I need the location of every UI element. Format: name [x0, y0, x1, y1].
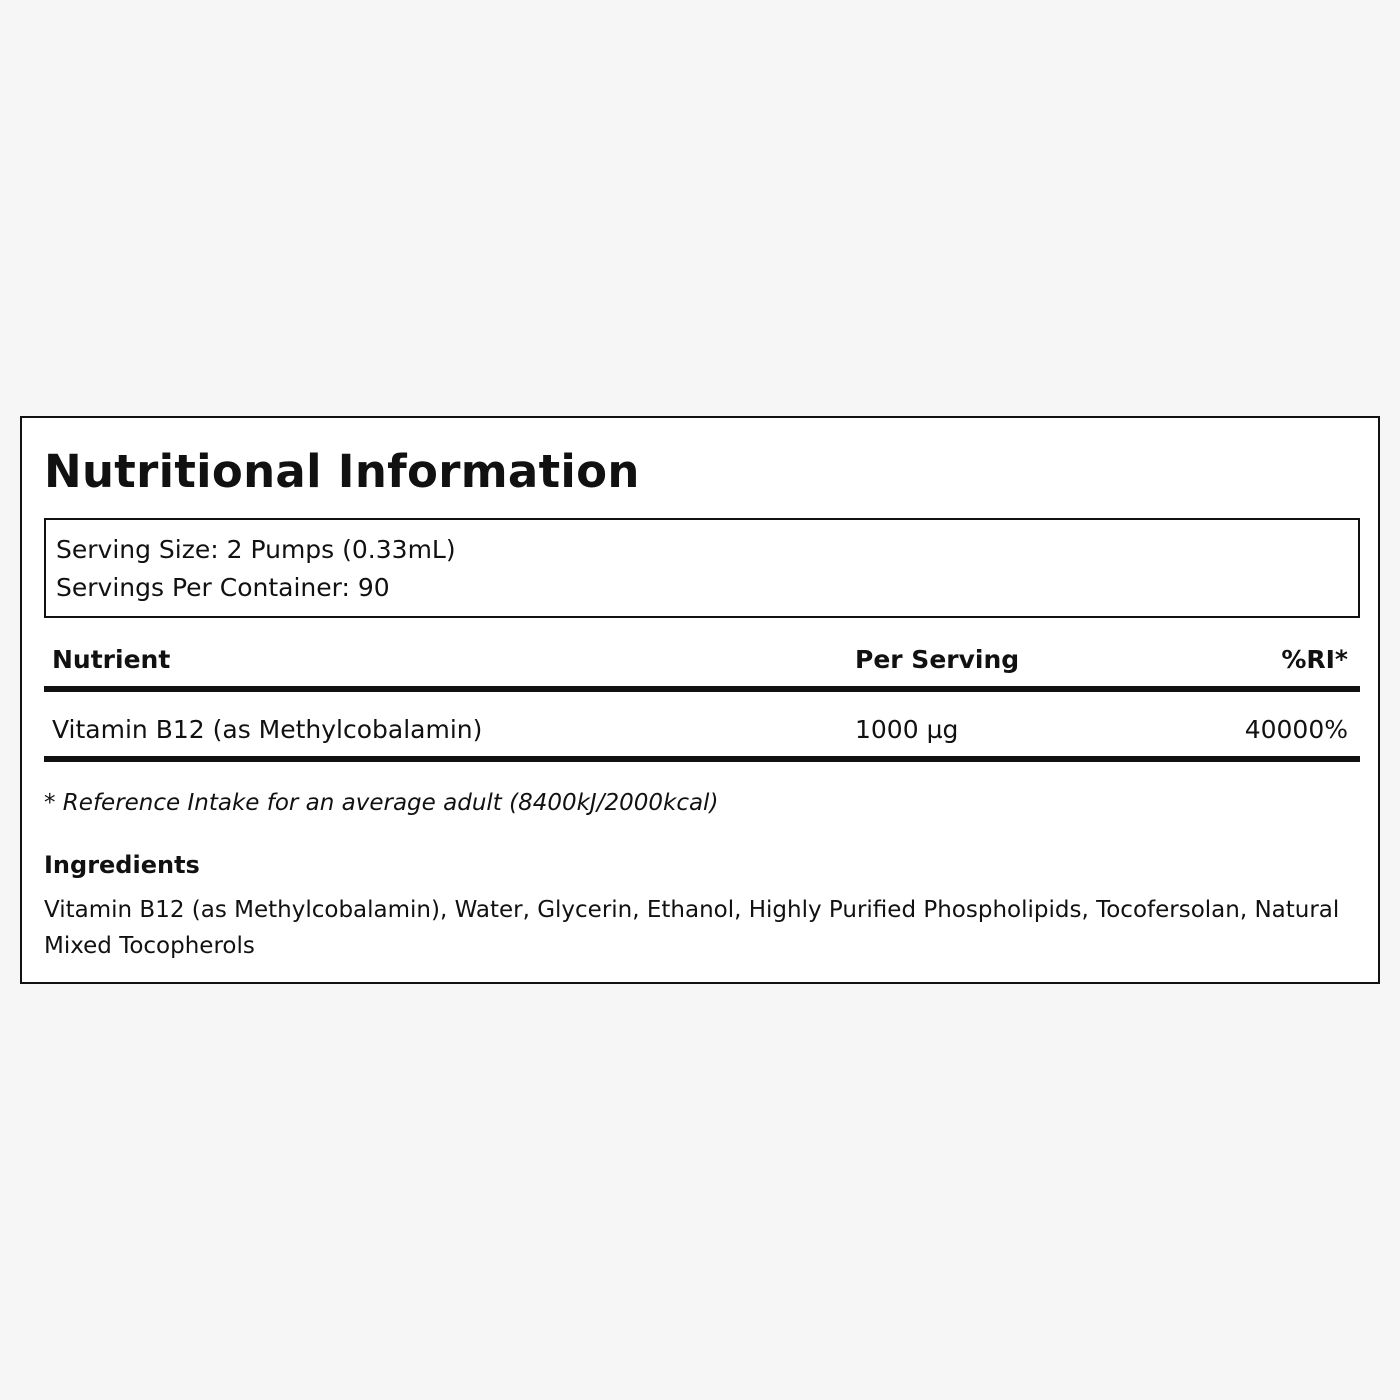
header-ri: %RI* [1281, 645, 1348, 674]
nutrient-name: Vitamin B12 (as Methylcobalamin) [52, 715, 483, 744]
ingredients-heading: Ingredients [44, 851, 200, 879]
nutrient-ri: 40000% [1244, 715, 1348, 744]
ri-footnote: * Reference Intake for an average adult (8400kJ/2000kcal) [44, 790, 719, 816]
label-title: Nutritional Information [44, 445, 640, 498]
serving-info-box [44, 518, 1360, 618]
nutrition-label-panel [20, 416, 1380, 984]
header-per-serving: Per Serving [855, 645, 1020, 674]
header-divider [44, 686, 1360, 692]
nutrient-per-serving: 1000 µg [855, 715, 959, 744]
header-nutrient: Nutrient [52, 645, 171, 674]
table-bottom-divider [44, 756, 1360, 762]
serving-size: Serving Size: 2 Pumps (0.33mL) [56, 535, 456, 564]
servings-per-container: Servings Per Container: 90 [56, 573, 390, 602]
ingredients-list: Vitamin B12 (as Methylcobalamin), Water, Glycerin, Ethanol, Highly Purified Phospholipids, Tocofersolan, Natural Mixed Tocopherols [44, 897, 1340, 959]
